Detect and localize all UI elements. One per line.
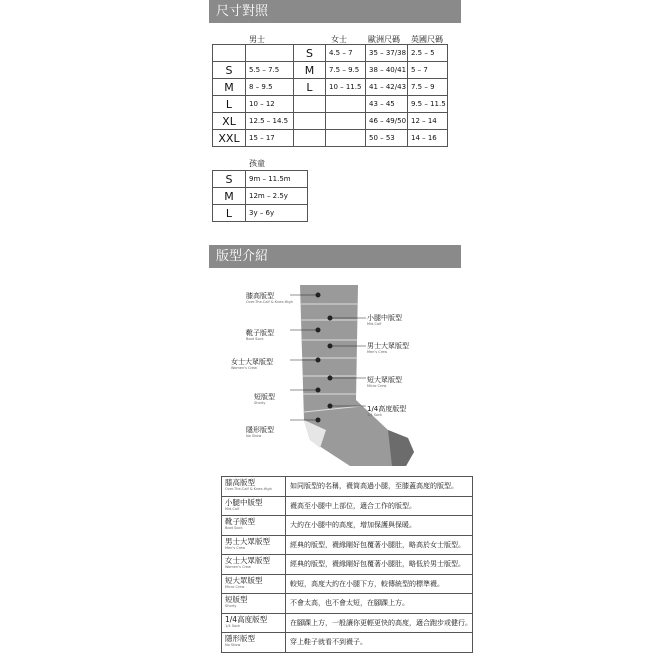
glossary-name-zh: 女士大眾版型	[225, 556, 270, 565]
label-no-show	[246, 426, 274, 439]
glossary-row	[222, 574, 473, 594]
glossary-name-en: Women's Crew	[225, 565, 251, 569]
size-eu: 35 – 37/38	[366, 45, 408, 62]
header-kids: 孩童	[249, 159, 265, 168]
size-men: XXL	[213, 130, 246, 147]
kids-table	[212, 170, 308, 222]
size-men: M	[213, 79, 246, 96]
size-women-range	[326, 96, 366, 113]
styles-title: 版型介紹	[216, 249, 269, 264]
glossary-row	[222, 594, 473, 614]
size-women: S	[294, 45, 326, 62]
glossary-name-en: Men's Crew	[225, 545, 246, 550]
size-women-range	[326, 113, 366, 130]
glossary-desc: 襪高至小腿中上部位，適合工作的版型。	[286, 496, 473, 516]
label-women-crew-en: Women's Crew	[231, 366, 257, 370]
size-row	[213, 96, 448, 113]
header-eu: 歐洲尺碼	[368, 35, 400, 44]
kids-size: L	[213, 205, 246, 222]
size-uk: 5 – 7	[408, 62, 448, 79]
label-over-calf-zh: 膝高版型	[246, 292, 274, 300]
kids-row	[213, 171, 308, 188]
toe-shape	[388, 430, 414, 466]
glossary-desc: 穿上鞋子就看不到襪子。	[286, 633, 473, 653]
glossary-row	[222, 613, 473, 633]
size-men: XL	[213, 113, 246, 130]
glossary-row	[222, 477, 473, 497]
label-over-calf-en: Over-The-Calf & Knee-High	[246, 300, 293, 304]
glossary-name-zh: 1/4高度版型	[225, 614, 268, 624]
glossary-name-en: Over-The-Calf & Knee-High	[225, 487, 272, 491]
glossary-desc: 較短，高度大約在小腿下方，較傳統型的標準襪。	[286, 574, 473, 594]
label-boot	[246, 329, 274, 342]
size-eu: 50 – 53	[366, 130, 408, 147]
glossary-desc: 如同版型的名稱，襪筒高過小腿，至膝蓋高度的版型。	[286, 477, 473, 497]
size-row	[213, 130, 448, 147]
glossary-name-en: Shorty	[225, 604, 237, 608]
style-glossary-table	[221, 476, 473, 653]
glossary-desc: 經典的版型，襪緣剛好包覆著小腿肚，略低於男士版型。	[286, 555, 473, 575]
glossary-name	[222, 535, 286, 555]
label-quarter-zh: 1/4高度版型	[367, 405, 407, 413]
size-men-range: 8 – 9.5	[246, 79, 294, 96]
size-uk: 9.5 – 11.5	[408, 96, 448, 113]
glossary-name	[222, 516, 286, 536]
glossary-name	[222, 594, 286, 614]
size-women: L	[294, 79, 326, 96]
kids-row	[213, 205, 308, 222]
size-men-range: 15 – 17	[246, 130, 294, 147]
size-men	[213, 45, 246, 62]
glossary-row	[222, 516, 473, 536]
label-women-crew-zh: 女士大眾版型	[231, 358, 273, 366]
size-men: L	[213, 96, 246, 113]
glossary-name	[222, 633, 286, 653]
size-women-range: 4.5 – 7	[326, 45, 366, 62]
glossary-desc: 經典的版型，襪緣剛好包覆著小腿肚，略高於女士版型。	[286, 535, 473, 555]
size-women: M	[294, 62, 326, 79]
glossary-row	[222, 555, 473, 575]
label-mid-calf-zh: 小腿中版型	[367, 314, 402, 322]
label-over-calf	[246, 292, 293, 305]
label-men-crew-en: Men's Crew	[367, 350, 388, 354]
label-micro-crew-en: Micro Crew	[367, 384, 387, 388]
glossary-name-zh: 膝高版型	[225, 478, 255, 487]
kids-size: S	[213, 171, 246, 188]
label-micro-crew-zh: 短大眾版型	[367, 376, 402, 384]
label-shorty-en: Shorty	[254, 401, 266, 405]
header-women: 女士	[331, 35, 347, 44]
header-uk: 英國尺碼	[411, 35, 443, 44]
label-men-crew	[367, 342, 409, 355]
label-quarter	[367, 405, 406, 418]
size-men-range: 10 – 12	[246, 96, 294, 113]
size-men-range	[246, 45, 294, 62]
label-no-show-en: No Show	[246, 434, 262, 438]
size-uk: 7.5 – 9	[408, 79, 448, 96]
glossary-name	[222, 555, 286, 575]
glossary-name-en: Boot Sock	[225, 526, 243, 530]
size-men: S	[213, 62, 246, 79]
glossary-desc: 在腳踝上方，一般讓你更輕更快的高度，適合跑步或健行。	[286, 613, 473, 633]
kids-range: 3y – 6y	[246, 205, 308, 222]
size-eu: 41 – 42/43	[366, 79, 408, 96]
sock-illustration	[290, 280, 420, 470]
size-table	[212, 44, 448, 147]
size-row	[213, 62, 448, 79]
label-no-show-zh: 隱形版型	[246, 426, 274, 434]
size-women	[294, 130, 326, 147]
glossary-row	[222, 496, 473, 516]
label-mid-calf	[367, 314, 402, 327]
size-women-range: 10 – 11.5	[326, 79, 366, 96]
glossary-name-zh: 短大眾版型	[225, 575, 263, 585]
label-micro-crew	[367, 376, 402, 389]
glossary-name-en: Mid-Calf	[225, 506, 240, 511]
styles-banner	[209, 245, 461, 268]
size-uk: 14 – 16	[408, 130, 448, 147]
glossary-name-zh: 靴子版型	[225, 517, 255, 526]
glossary-row	[222, 633, 473, 653]
size-chart-banner	[209, 0, 461, 23]
glossary-name-zh: 短版型	[225, 595, 248, 604]
size-row	[213, 113, 448, 130]
glossary-name-zh: 小腿中版型	[225, 497, 263, 507]
size-row	[213, 79, 448, 96]
size-men-range: 5.5 – 7.5	[246, 62, 294, 79]
size-uk: 12 – 14	[408, 113, 448, 130]
size-women	[294, 113, 326, 130]
size-eu: 38 – 40/41	[366, 62, 408, 79]
size-women	[294, 96, 326, 113]
size-uk: 2.5 – 5	[408, 45, 448, 62]
size-eu: 46 – 49/50	[366, 113, 408, 130]
glossary-name-en: Micro Crew	[225, 584, 245, 589]
label-boot-zh: 靴子版型	[246, 329, 274, 337]
kids-row	[213, 188, 308, 205]
label-shorty	[254, 393, 275, 406]
glossary-desc: 大約在小腿中的高度，增加保護與保暖。	[286, 516, 473, 536]
header-men: 男士	[249, 35, 265, 44]
label-mid-calf-en: Mid-Calf	[367, 322, 382, 326]
glossary-name-zh: 男士大眾版型	[225, 536, 270, 546]
label-women-crew	[231, 358, 273, 371]
kids-range: 9m – 11.5m	[246, 171, 308, 188]
glossary-name	[222, 496, 286, 516]
kids-range: 12m – 2.5y	[246, 188, 308, 205]
glossary-name	[222, 613, 286, 633]
glossary-name-en: 1/4 Sock	[225, 623, 241, 628]
size-row	[213, 45, 448, 62]
glossary-name-zh: 隱形版型	[225, 634, 255, 643]
glossary-row	[222, 535, 473, 555]
glossary-name	[222, 477, 286, 497]
size-men-range: 12.5 – 14.5	[246, 113, 294, 130]
label-boot-en: Boot Sock	[246, 337, 264, 341]
glossary-name-en: No Show	[225, 643, 241, 647]
label-men-crew-zh: 男士大眾版型	[367, 342, 409, 350]
size-women-range: 7.5 – 9.5	[326, 62, 366, 79]
label-shorty-zh: 短版型	[254, 393, 275, 401]
glossary-desc: 不會太高，也不會太短，在腳踝上方。	[286, 594, 473, 614]
size-eu: 43 – 45	[366, 96, 408, 113]
size-chart-title: 尺寸對照	[216, 4, 269, 19]
size-women-range	[326, 130, 366, 147]
kids-size: M	[213, 188, 246, 205]
label-quarter-en: 1/4 Sock	[367, 413, 383, 417]
glossary-name	[222, 574, 286, 594]
